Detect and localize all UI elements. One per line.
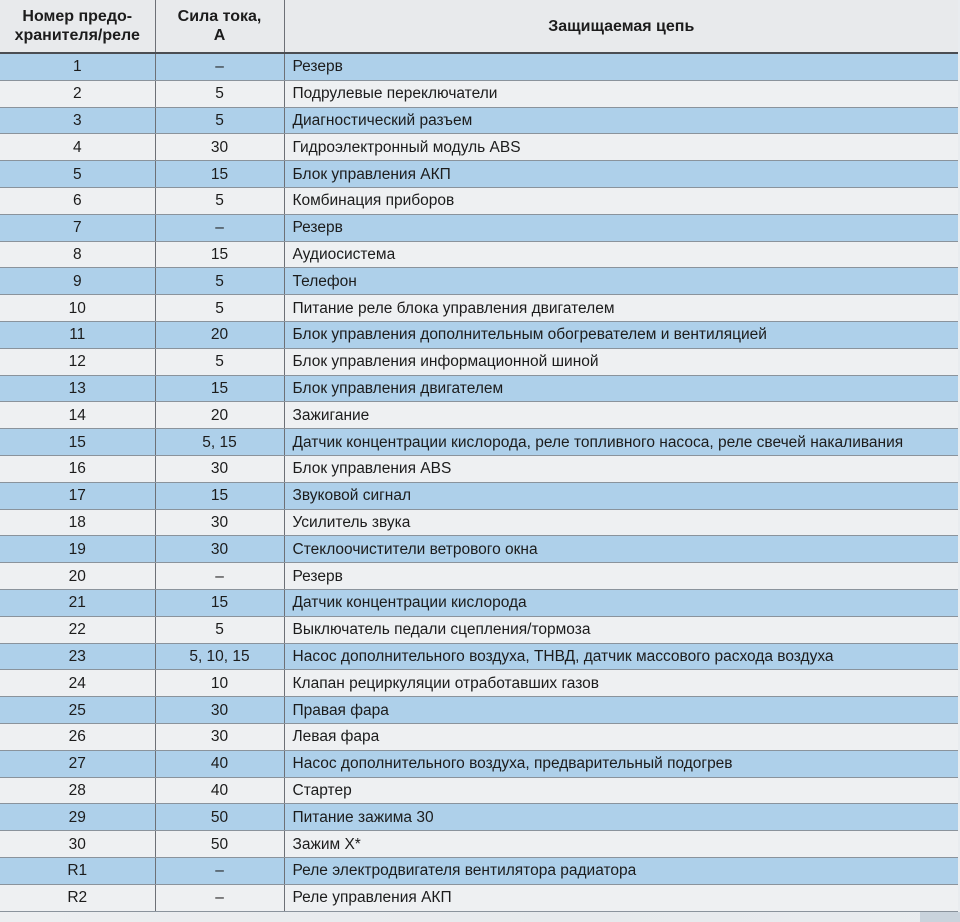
circuit-cell: Аудиосистема [284, 241, 958, 268]
circuit-cell: Блок управления информационной шиной [284, 348, 958, 375]
circuit-cell: Правая фара [284, 697, 958, 724]
fuse-number-cell: 23 [0, 643, 155, 670]
table-row [0, 241, 958, 268]
fuse-number-cell: 2 [0, 80, 155, 107]
circuit-cell: Клапан рециркуляции отработавших газов [284, 670, 958, 697]
current-cell: – [155, 857, 284, 884]
table-row [0, 884, 958, 911]
circuit-cell: Реле электродвигателя вентилятора радиатора [284, 857, 958, 884]
circuit-cell: Диагностический разъем [284, 107, 958, 134]
circuit-cell: Реле управления АКП [284, 884, 958, 911]
fuse-number-cell: 1 [0, 53, 155, 80]
circuit-cell: Насос дополнительного воздуха, ТНВД, датчик массового расхода воздуха [284, 643, 958, 670]
circuit-cell: Телефон [284, 268, 958, 295]
circuit-cell: Блок управления АКП [284, 161, 958, 188]
current-cell: – [155, 884, 284, 911]
fuse-number-cell: 3 [0, 107, 155, 134]
table-row [0, 53, 958, 80]
fuse-number-cell: 22 [0, 616, 155, 643]
fuse-number-cell: 29 [0, 804, 155, 831]
fuse-number-cell: R1 [0, 857, 155, 884]
circuit-cell: Блок управления дополнительным обогревателем и вентиляцией [284, 321, 958, 348]
fuse-number-cell: 24 [0, 670, 155, 697]
current-cell: 5 [155, 295, 284, 322]
table-row [0, 750, 958, 777]
circuit-cell: Датчик концентрации кислорода [284, 589, 958, 616]
current-cell: – [155, 53, 284, 80]
fuse-number-cell: 7 [0, 214, 155, 241]
fuse-number-cell: 21 [0, 589, 155, 616]
table-body [0, 53, 958, 911]
circuit-cell: Левая фара [284, 723, 958, 750]
circuit-cell: Выключатель педали сцепления/тормоза [284, 616, 958, 643]
current-cell: 5 [155, 348, 284, 375]
circuit-cell: Насос дополнительного воздуха, предварительный подогрев [284, 750, 958, 777]
table-row [0, 697, 958, 724]
header-current: Сила тока, А [155, 0, 284, 53]
current-cell: 30 [155, 134, 284, 161]
current-cell: 10 [155, 670, 284, 697]
current-cell: – [155, 214, 284, 241]
fuse-number-cell: 19 [0, 536, 155, 563]
current-cell: 50 [155, 804, 284, 831]
table-row [0, 348, 958, 375]
table-row [0, 616, 958, 643]
fuse-number-cell: 9 [0, 268, 155, 295]
circuit-cell: Зажигание [284, 402, 958, 429]
table-row [0, 723, 958, 750]
current-cell: 15 [155, 375, 284, 402]
fuse-number-cell: 4 [0, 134, 155, 161]
header-row [0, 0, 958, 53]
fuse-number-cell: 6 [0, 187, 155, 214]
fuse-number-cell: 18 [0, 509, 155, 536]
current-cell: 20 [155, 321, 284, 348]
table-row [0, 857, 958, 884]
table-row [0, 643, 958, 670]
current-cell: 5, 10, 15 [155, 643, 284, 670]
table-row [0, 161, 958, 188]
table-row [0, 777, 958, 804]
header-circuit: Защищаемая цепь [284, 0, 958, 53]
current-cell: 5 [155, 187, 284, 214]
page-corner [920, 912, 960, 922]
header-fuse-number: Номер предо- хранителя/реле [0, 0, 155, 53]
fuse-number-cell: 15 [0, 429, 155, 456]
table-row [0, 482, 958, 509]
current-cell: 50 [155, 831, 284, 858]
circuit-cell: Гидроэлектронный модуль ABS [284, 134, 958, 161]
current-cell: 30 [155, 455, 284, 482]
current-cell: 30 [155, 536, 284, 563]
fuse-number-cell: 27 [0, 750, 155, 777]
circuit-cell: Питание зажима 30 [284, 804, 958, 831]
circuit-cell: Звуковой сигнал [284, 482, 958, 509]
current-cell: 30 [155, 723, 284, 750]
table-row [0, 295, 958, 322]
fuse-number-cell: 5 [0, 161, 155, 188]
circuit-cell: Блок управления двигателем [284, 375, 958, 402]
circuit-cell: Подрулевые переключатели [284, 80, 958, 107]
table-row [0, 670, 958, 697]
table-row [0, 187, 958, 214]
table-row [0, 375, 958, 402]
circuit-cell: Питание реле блока управления двигателем [284, 295, 958, 322]
circuit-cell: Датчик концентрации кислорода, реле топливного насоса, реле свечей накаливания [284, 429, 958, 456]
fuse-number-cell: 14 [0, 402, 155, 429]
fuse-number-cell: R2 [0, 884, 155, 911]
current-cell: 20 [155, 402, 284, 429]
fuse-number-cell: 25 [0, 697, 155, 724]
table-row [0, 429, 958, 456]
circuit-cell: Усилитель звука [284, 509, 958, 536]
fuse-number-cell: 12 [0, 348, 155, 375]
fuse-number-cell: 28 [0, 777, 155, 804]
table-row [0, 321, 958, 348]
circuit-cell: Комбинация приборов [284, 187, 958, 214]
current-cell: 40 [155, 777, 284, 804]
fuse-number-cell: 13 [0, 375, 155, 402]
table-row [0, 831, 958, 858]
fuse-number-cell: 17 [0, 482, 155, 509]
fuse-number-cell: 10 [0, 295, 155, 322]
table-row [0, 402, 958, 429]
table-row [0, 589, 958, 616]
current-cell: 5 [155, 80, 284, 107]
fuse-number-cell: 11 [0, 321, 155, 348]
current-cell: 5 [155, 616, 284, 643]
fuse-number-cell: 20 [0, 563, 155, 590]
table-row [0, 455, 958, 482]
table-row [0, 107, 958, 134]
fuse-number-cell: 26 [0, 723, 155, 750]
circuit-cell: Зажим X* [284, 831, 958, 858]
current-cell: – [155, 563, 284, 590]
fuse-number-cell: 30 [0, 831, 155, 858]
circuit-cell: Стеклоочистители ветрового окна [284, 536, 958, 563]
table-row [0, 134, 958, 161]
circuit-cell: Резерв [284, 214, 958, 241]
table-row [0, 536, 958, 563]
current-cell: 5 [155, 107, 284, 134]
current-cell: 15 [155, 589, 284, 616]
circuit-cell: Резерв [284, 563, 958, 590]
circuit-cell: Блок управления ABS [284, 455, 958, 482]
current-cell: 30 [155, 509, 284, 536]
table-row [0, 563, 958, 590]
table-row [0, 268, 958, 295]
current-cell: 30 [155, 697, 284, 724]
table-row [0, 80, 958, 107]
current-cell: 15 [155, 241, 284, 268]
circuit-cell: Стартер [284, 777, 958, 804]
table-header [0, 0, 958, 53]
current-cell: 40 [155, 750, 284, 777]
fuse-number-cell: 16 [0, 455, 155, 482]
table-row [0, 804, 958, 831]
current-cell: 5, 15 [155, 429, 284, 456]
table-row [0, 214, 958, 241]
current-cell: 15 [155, 161, 284, 188]
current-cell: 15 [155, 482, 284, 509]
table-row [0, 509, 958, 536]
current-cell: 5 [155, 268, 284, 295]
circuit-cell: Резерв [284, 53, 958, 80]
fuse-number-cell: 8 [0, 241, 155, 268]
